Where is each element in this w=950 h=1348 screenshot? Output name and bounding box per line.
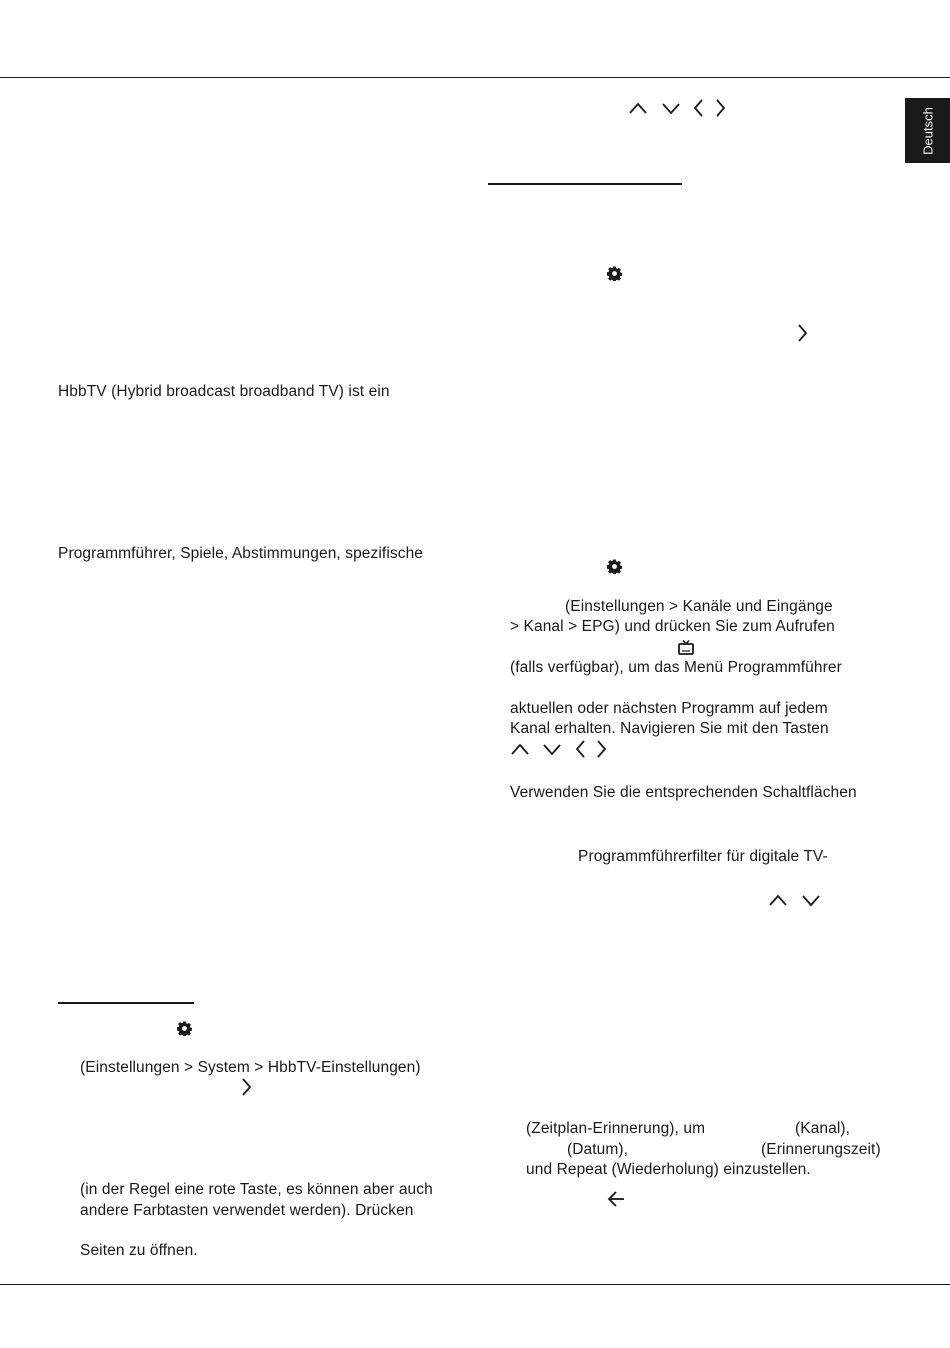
bottom-rule [0,1284,950,1285]
gear-icon [607,266,622,281]
repeat-text: und Repeat (Wiederholung) einzustellen. [526,1161,811,1178]
use-buttons-text: Verwenden Sie die entsprechenden Schaltflächen [510,784,857,801]
section-underline-left [58,1002,194,1004]
arrow-up-icon [628,100,648,116]
reminder-time-text: (Erinnerungszeit) [761,1141,881,1158]
arrow-left-icon [692,98,704,118]
arrow-right-icon [797,323,809,343]
arrow-up-icon [768,892,788,908]
epg-path-line-1: (Einstellungen > Kanäle und Eingänge [565,598,833,615]
arrow-down-icon [542,741,562,757]
hbbtv-intro-text: HbbTV (Hybrid broadcast broadband TV) ist ein [58,383,390,400]
red-key-note-line-1: (in der Regel eine rote Taste, es können aber auch [80,1181,433,1198]
arrow-right-icon [596,739,608,759]
top-rule [0,77,950,78]
epg-menu-text: (falls verfügbar), um das Menü Programmführer [510,659,842,676]
channel-text: (Kanal), [795,1120,851,1137]
arrow-up-icon [510,741,530,757]
gear-icon [177,1021,192,1036]
filter-text: Programmführerfilter für digitale TV- [578,848,828,865]
arrow-down-icon [801,892,821,908]
arrow-right-icon [715,98,727,118]
epg-path-line-2: > Kanal > EPG) und drücken Sie zum Aufrufen [510,618,835,635]
open-pages-text: Seiten zu öffnen. [80,1242,198,1259]
arrow-left-icon [574,739,586,759]
section-underline-right [488,183,682,185]
red-key-note-line-2: andere Farbtasten verwendet werden). Drücken [80,1202,414,1219]
tv-icon [678,640,694,655]
program-info-line-1: aktuellen oder nächsten Programm auf jedem [510,700,828,717]
hbbtv-examples-text: Programmführer, Spiele, Abstimmungen, spezifische [58,545,424,562]
language-tab [905,98,950,163]
back-arrow-icon [606,1190,626,1208]
program-info-line-2: Kanal erhalten. Navigieren Sie mit den Tasten [510,720,829,737]
schedule-reminder-text: (Zeitplan-Erinnerung), um [526,1120,706,1137]
gear-icon [607,559,622,574]
arrow-right-icon [241,1077,253,1097]
arrow-down-icon [661,100,681,116]
language-tab-label: Deutsch [920,106,935,155]
hbbtv-settings-path: (Einstellungen > System > HbbTV-Einstellungen) [80,1059,421,1076]
date-text: (Datum), [567,1141,629,1158]
